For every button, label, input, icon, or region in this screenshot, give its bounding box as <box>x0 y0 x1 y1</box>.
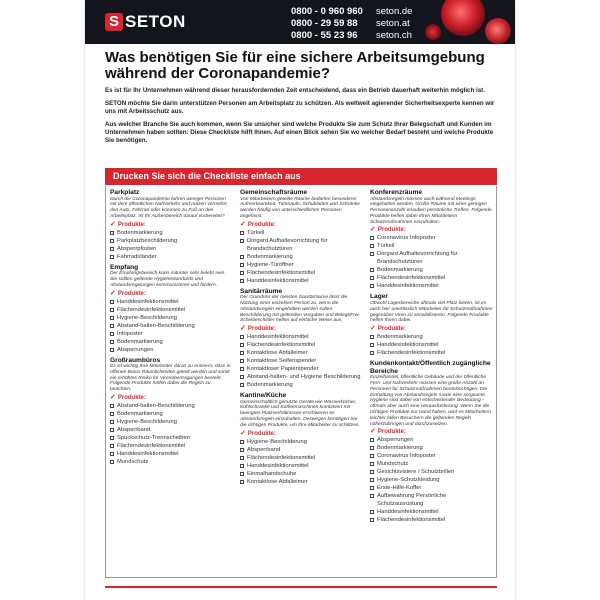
checklist-item-label: Kontaktlose Seifenspender <box>247 358 317 365</box>
checkbox-icon[interactable] <box>110 332 114 336</box>
checklist-item-label: Handdesinfektionsmittel <box>247 277 309 284</box>
checklist-item-label: Absperrpfosten <box>117 245 157 252</box>
checklist-item-label: Absperrungen <box>117 346 154 353</box>
intro-paragraph <box>105 87 497 95</box>
checklist-item-label: Handdesinfektionsmittel <box>247 462 309 469</box>
checkbox-icon[interactable] <box>370 276 374 280</box>
products-heading <box>110 394 233 402</box>
checklist-item-label: Coronavirus Infoposter <box>377 235 436 242</box>
section-description: Gemeinschaftlich genutzte Geräte wie Wasserkocher, Kühlschränke und Kaffeemaschinen kombiniert mit beengten Platzverhältnissen erschweren es Abstandsregeln einzuhalten. Deswegen benötigen Sie die richtigen Produkte, um Ihre Mitarbeiter zu schützen. <box>240 399 360 428</box>
checklist-item-label: Handdesinfektionsmittel <box>377 509 439 516</box>
checklist-item[interactable] <box>110 253 233 261</box>
checklist-item-label: Dorgard Aufhaltevorrichtung für Brandschutztüren <box>247 237 328 252</box>
checkbox-icon[interactable] <box>240 279 244 283</box>
products-label: Produkte: <box>247 326 276 333</box>
checkbox-icon[interactable] <box>240 440 244 444</box>
section-description: Einzelhandel, öffentliche Gebäude und der öffentliche Fern- und Nahverkehr müssen eine große Anzahl an Personen für Schutzmaßnahmen berücksichtigen. Die Einhaltung von Abstandsregeln sowie eine sorgsame Hygiene sind dabei von entscheidender Bedeutung – oftmals aber auch eine Herausforderung. Wenn Sie die richtigen Produkte zur Hand haben, wird es Mitarbeitern leichter fallen Besuchern die geltenden Regeln näherzubringen und durchzusetzen. <box>370 375 491 427</box>
checklist-item[interactable] <box>370 349 493 357</box>
virus-illustration-tiny <box>425 24 441 40</box>
checklist-item-label: Flächendesinfektionsmittel <box>117 306 186 313</box>
section-description: Obwohl Lagerbereiche oftmals viel Platz bieten, ist es auch hier unerlässlich Mitarbeiter für Schutzmaßnahmen gegenüber Viren zu sensibilisieren. Folgende Produkte helfen Ihnen dabei. <box>370 300 493 324</box>
section-description: Der Empfangsbereich kann mitunter sehr belebt sein. Sie sollten geltende Hygienestandards und Abstandsregelungen kommunizieren und fördern. <box>110 271 226 288</box>
checklist-item-label: Bodenmarkierung <box>247 253 293 260</box>
checklist-item[interactable] <box>240 333 363 341</box>
checkbox-icon[interactable] <box>110 239 114 243</box>
section-description: Von Mitarbeitern geteilte Räume bedürfen besonderer Aufmerksamkeit. Türknäufe, Schubladen und Schränke werden häufig von unterschiedlichen Personen angefasst. <box>240 196 360 219</box>
checklist-item[interactable] <box>110 426 233 434</box>
contact-row <box>291 30 412 42</box>
checkbox-icon[interactable] <box>370 462 374 466</box>
checkmark-icon: ✓ <box>370 325 376 333</box>
checklist-item-label: Aufbewahrung Persönliche Schutzausrüstung <box>377 493 447 508</box>
checklist-item[interactable] <box>240 349 363 357</box>
checkmark-icon: ✓ <box>240 220 246 228</box>
checkbox-icon[interactable] <box>240 343 244 347</box>
checkmark-icon: ✓ <box>240 325 246 333</box>
checklist-item-label: Flächendesinfektionsmittel <box>377 275 446 282</box>
checklist-item-label: Parkplatzbeschilderung <box>117 237 178 244</box>
products-heading <box>370 428 493 436</box>
checklist-item[interactable] <box>370 468 493 476</box>
phone-number[interactable]: 0800 - 29 59 88 <box>291 18 358 29</box>
page-title: Was benötigen Sie für eine sichere Arbeitsumgebung während der Coronapandemie? <box>105 49 485 82</box>
contact-row <box>291 18 412 30</box>
intro-paragraph-text: SETON möchte Sie darin unterstützen Personen am Arbeitsplatz zu schützen. Als weltweit agierender Sicherheitsexperte kennen wir uns mit Arbeitsschutz aus. <box>105 100 495 115</box>
website-link[interactable]: seton.ch <box>376 30 412 41</box>
checklist-item-label: Handdesinfektionsmittel <box>377 342 439 349</box>
checklist-item[interactable] <box>370 266 493 274</box>
checklist-item[interactable] <box>110 237 233 245</box>
checklist-item[interactable] <box>110 434 233 442</box>
checklist-item-label: Hygiene-Beschilderung <box>117 314 177 321</box>
section-description: Der Grundriss der meisten Sanitärräume lässt die Nutzung einer einzelnen Person zu, wenn die Abstandsregeln eingehalten werden sollen. Beschilderung mit geltenden Vorgaben und Belegt/Frei-Schiebeschilder helfen auf einfache Weise aus. <box>240 295 361 324</box>
checklist-item[interactable] <box>240 237 363 253</box>
checklist-item-label: Dorgard Aufhaltevorrichtung für Brandschutztüren <box>377 251 458 266</box>
phone-number[interactable]: 0800 - 0 960 960 <box>291 6 363 17</box>
checkbox-icon[interactable] <box>240 367 244 371</box>
checklist-item[interactable] <box>240 438 363 446</box>
checklist-item[interactable] <box>240 381 363 389</box>
checklist-item[interactable] <box>240 261 363 269</box>
checkbox-icon[interactable] <box>110 231 114 235</box>
checkbox-icon[interactable] <box>110 436 114 440</box>
checklist-item[interactable] <box>370 436 493 444</box>
checklist-item-label: Bodenmarkierung <box>247 382 293 389</box>
checklist-item[interactable] <box>110 450 233 458</box>
checkbox-icon[interactable] <box>240 351 244 355</box>
products-label: Produkte: <box>117 221 146 228</box>
products-heading <box>240 221 363 229</box>
checklist-column <box>236 186 366 577</box>
checklist-item[interactable] <box>110 229 233 237</box>
checkbox-icon[interactable] <box>370 252 374 256</box>
checklist-item[interactable] <box>110 442 233 450</box>
checklist-item-label: Handdesinfektionsmittel <box>117 298 179 305</box>
checklist-item-label: Bodenmarkierung <box>377 445 423 452</box>
checkbox-icon[interactable] <box>110 247 114 251</box>
website-link[interactable]: seton.at <box>376 18 410 29</box>
virus-illustration <box>441 0 485 36</box>
checklist-item[interactable] <box>240 462 363 470</box>
checklist-item[interactable] <box>370 274 493 282</box>
header-bar <box>85 0 515 44</box>
checklist-item[interactable] <box>240 373 363 381</box>
checklist-item[interactable] <box>110 245 233 253</box>
checklist-item-label: Handdesinfektionsmittel <box>247 334 309 341</box>
checklist-item-label: Hygiene-Türöffner <box>247 261 294 268</box>
checkbox-icon[interactable] <box>240 472 244 476</box>
checkmark-icon: ✓ <box>370 226 376 234</box>
checkbox-icon[interactable] <box>240 335 244 339</box>
checklist-item[interactable] <box>240 357 363 365</box>
checklist-item[interactable] <box>110 314 233 322</box>
section-title: Kantine/Küche <box>240 392 287 400</box>
checklist-item[interactable] <box>240 365 363 373</box>
checklist-item-label: Türkeil <box>247 229 265 236</box>
checklist-item-label: Bodenmarkierung <box>117 338 163 345</box>
checkbox-icon[interactable] <box>370 518 374 522</box>
checklist-item-label: Mundschutz <box>117 459 149 466</box>
section-title: Gemeinschaftsräume <box>240 189 308 196</box>
checklist-item[interactable] <box>240 229 363 237</box>
checklist-item[interactable] <box>240 470 363 478</box>
checklist-item[interactable] <box>110 410 233 418</box>
products-label: Produkte: <box>377 326 406 333</box>
checklist-page <box>85 0 515 600</box>
checklist-item-label: Kontaktlose Abfalleimer <box>247 478 308 485</box>
checkbox-icon[interactable] <box>110 444 114 448</box>
checklist-item-label: Handdesinfektionsmittel <box>117 451 179 458</box>
checklist-item-label: Fahrradständer <box>117 253 157 260</box>
checklist-item[interactable] <box>370 508 493 516</box>
checklist-columns <box>105 186 497 578</box>
checklist-item-label: Gesichtsvisiere / Schutzbrillen <box>377 469 455 476</box>
checklist-item-label: Bodenmarkierung <box>377 334 423 341</box>
checklist-item[interactable] <box>370 476 493 484</box>
checklist-item-label: Erste-Hilfe-Koffer <box>377 485 422 492</box>
website-link[interactable]: seton.de <box>376 6 413 17</box>
section-title: Empfang <box>110 263 139 271</box>
checklist-item[interactable] <box>240 253 363 261</box>
checklist-item[interactable] <box>110 338 233 346</box>
checklist-item-label: Coronavirus Infoposter <box>377 453 436 460</box>
checklist-item-label: Kontaktlose Abfalleimer <box>247 350 308 357</box>
checklist-item-label: Bodenmarkierung <box>377 267 423 274</box>
products-heading <box>370 226 493 234</box>
checkbox-icon[interactable] <box>370 335 374 339</box>
checkbox-icon[interactable] <box>370 478 374 482</box>
checkbox-icon[interactable] <box>240 448 244 452</box>
checklist-column <box>106 186 236 577</box>
checkbox-icon[interactable] <box>110 340 114 344</box>
checkbox-icon[interactable] <box>370 494 374 498</box>
checkbox-icon[interactable] <box>370 470 374 474</box>
intro-content <box>105 50 497 145</box>
checkmark-icon: ✓ <box>110 289 116 297</box>
checklist-item-label: Bodenmarkierung <box>117 411 163 418</box>
checkbox-icon[interactable] <box>370 351 374 355</box>
checklist-item-label: Handdesinfektionsmittel <box>377 283 439 290</box>
products-label: Produkte: <box>117 290 146 297</box>
checkbox-icon[interactable] <box>370 510 374 514</box>
checklist-item[interactable] <box>240 341 363 349</box>
checkbox-icon[interactable] <box>240 375 244 379</box>
checklist-item[interactable] <box>370 234 493 242</box>
phone-number[interactable]: 0800 - 55 23 96 <box>291 30 358 41</box>
checklist-item-label: Absperrband <box>247 446 281 453</box>
checkbox-icon[interactable] <box>370 236 374 240</box>
section-title: Sanitärräume <box>240 287 283 295</box>
section-title: Lager <box>370 293 388 301</box>
checklist-item-label: Abstand-halten-Beschilderung <box>117 403 195 410</box>
checklist-item-label: Hygiene-Schutzkleidung <box>377 477 440 484</box>
checklist-item[interactable] <box>240 454 363 462</box>
checklist-item[interactable] <box>110 322 233 330</box>
checkbox-icon[interactable] <box>370 244 374 248</box>
checkbox-icon[interactable] <box>370 486 374 490</box>
checklist-item-label: Abstand-halten-Beschilderung <box>117 322 195 329</box>
checklist-banner: Drucken Sie sich die Checkliste einfach aus <box>105 168 497 185</box>
section-description: Durch die Coronapandemie fahren weniger Personen mit dem öffentlichen Nahverkehr und nutzen vermehrt den Auto, Fahrrad oder kommen zu Fuß an den Arbeitsplatz. Ist Ihr Außenbereich darauf vorbereitet? <box>110 196 227 219</box>
checklist-item-label: Hygiene-Beschilderung <box>247 438 307 445</box>
section-title: Parkplatz <box>110 189 140 196</box>
checkbox-icon[interactable] <box>240 231 244 235</box>
checklist-item[interactable] <box>370 452 493 460</box>
checklist-item[interactable] <box>370 341 493 349</box>
checkbox-icon[interactable] <box>370 454 374 458</box>
checkbox-icon[interactable] <box>240 383 244 387</box>
checklist-item[interactable] <box>110 418 233 426</box>
products-label: Produkte: <box>377 429 406 436</box>
checklist-item[interactable] <box>240 478 363 486</box>
checkbox-icon[interactable] <box>370 284 374 288</box>
products-label: Produkte: <box>117 395 146 402</box>
products-label: Produkte: <box>247 221 276 228</box>
checklist-item[interactable] <box>110 298 233 306</box>
checkbox-icon[interactable] <box>370 343 374 347</box>
checkbox-icon[interactable] <box>110 348 114 352</box>
checklist-item[interactable] <box>370 444 493 452</box>
checkbox-icon[interactable] <box>110 412 114 416</box>
checklist-item-label: Flächendesinfektionsmittel <box>377 350 446 357</box>
checklist-item-label: Einmalhandschuhe <box>247 470 297 477</box>
products-heading <box>110 221 233 229</box>
checklist-item-label: Abstand-halten- und Hygiene Beschilderung <box>247 374 361 381</box>
products-label: Produkte: <box>377 227 406 234</box>
seton-logo-mark: S <box>105 13 123 31</box>
products-label: Produkte: <box>247 430 276 437</box>
checkbox-icon[interactable] <box>110 460 114 464</box>
products-heading <box>110 290 233 298</box>
checklist-item[interactable] <box>370 460 493 468</box>
checkbox-icon[interactable] <box>110 452 114 456</box>
checkbox-icon[interactable] <box>110 300 114 304</box>
checklist-item[interactable] <box>370 484 493 492</box>
checklist-item[interactable] <box>110 402 233 410</box>
checkbox-icon[interactable] <box>110 255 114 259</box>
checklist-item-label: Türkeil <box>377 243 395 250</box>
checklist-item-label: Mundschutz <box>377 461 409 468</box>
checkbox-icon[interactable] <box>110 308 114 312</box>
checklist-item-label: Absperrungen <box>377 437 414 444</box>
checklist-item-label: Flächendesinfektionsmittel <box>247 342 316 349</box>
checkbox-icon[interactable] <box>370 438 374 442</box>
checkbox-icon[interactable] <box>110 404 114 408</box>
checklist-item[interactable] <box>110 346 233 354</box>
checklist-column <box>366 186 496 577</box>
intro-paragraph <box>105 100 497 116</box>
checklist-item-label: Bodenmarkierung <box>117 229 163 236</box>
checkmark-icon: ✓ <box>370 428 376 436</box>
checkbox-icon[interactable] <box>110 420 114 424</box>
checklist-item-label: Infoposter <box>117 330 143 337</box>
checkbox-icon[interactable] <box>110 428 114 432</box>
checkbox-icon[interactable] <box>240 456 244 460</box>
checkbox-icon[interactable] <box>110 316 114 320</box>
bottom-rule <box>105 586 497 588</box>
checkbox-icon[interactable] <box>240 480 244 484</box>
checklist-item-label: Absperrband <box>117 427 151 434</box>
section-title: Konferenzräume <box>370 189 423 196</box>
checklist-item[interactable] <box>370 242 493 250</box>
checkbox-icon[interactable] <box>240 263 244 267</box>
checklist-item[interactable] <box>110 306 233 314</box>
intro-paragraph-text: Aus welcher Branche Sie auch kommen, wenn Sie unsicher sind welche Produkte Sie zum Schutz Ihrer Belegschaft und Kunden im Unternehmen haben sollten: Diese Checkliste hilft Ihnen. Auf einen Blick sehen Sie wo welcher Bedarf besteht und welche Produkte Sie benötigen. <box>105 121 494 144</box>
checkbox-icon[interactable] <box>240 255 244 259</box>
checkbox-icon[interactable] <box>110 324 114 328</box>
checklist-item[interactable] <box>110 330 233 338</box>
checklist-item-label: Flächendesinfektionsmittel <box>247 454 316 461</box>
section-description: Abstandsregeln müssen auch während Meetings eingehalten werden. Große Räume mit einer geringen Personenanzahl erlauben persönliche Treffen. Folgende Produkte helfen dabei Ihren Mitarbeitern Schutzmaßnahmen einzuhalten. <box>370 196 492 225</box>
checkmark-icon: ✓ <box>110 394 116 402</box>
section-title: Kundenkontakt/Öffentlich zugängliche Bereiche <box>370 360 491 375</box>
checklist-item[interactable] <box>240 269 363 277</box>
seton-logo[interactable] <box>105 12 186 32</box>
checkbox-icon[interactable] <box>240 359 244 363</box>
products-heading <box>240 430 363 438</box>
virus-illustration-small <box>485 18 511 44</box>
checklist-item-label: Kontaktloser Papierspender <box>247 366 319 373</box>
checkmark-icon: ✓ <box>110 220 116 228</box>
intro-paragraph-text: Es ist für Ihr Unternehmen während dieser herausfordernden Zeit entscheidend, dass ein Betrieb dauerhaft weiterhin möglich ist. <box>105 87 485 94</box>
checkbox-icon[interactable] <box>240 464 244 468</box>
checklist-item[interactable] <box>370 333 493 341</box>
checkbox-icon[interactable] <box>370 446 374 450</box>
checklist-item[interactable] <box>240 277 363 285</box>
section-title: Großraumbüros <box>110 356 161 364</box>
checklist-item[interactable] <box>240 446 363 454</box>
checklist-item-label: Spuckschutz-Trennscheiben <box>117 435 190 442</box>
checkmark-icon: ✓ <box>240 429 246 437</box>
checklist-item-label: Flächendesinfektionsmittel <box>117 443 186 450</box>
checkbox-icon[interactable] <box>240 239 244 243</box>
checklist-item[interactable] <box>370 250 493 266</box>
checklist-item[interactable] <box>370 492 493 508</box>
checkbox-icon[interactable] <box>240 271 244 275</box>
checklist-item-label: Flächendesinfektionsmittel <box>247 269 316 276</box>
checklist-item-label: Flächendesinfektionsmittel <box>377 517 446 524</box>
checklist-item[interactable] <box>370 516 493 524</box>
checkbox-icon[interactable] <box>370 268 374 272</box>
section-description: Es ist wichtig Ihre Mitarbeiter daran zu erinnern, dass in offenen Büros Räumlichkeiten geteilt werden und somit ein erhöhtes Risiko für Virenübertragungen besteht. Folgende Produkte helfen dabei die Regeln zu beachten. <box>110 364 231 393</box>
checklist-item-label: Hygiene-Beschilderung <box>117 419 177 426</box>
checklist-item[interactable] <box>110 458 233 466</box>
seton-logo-text: SETON <box>125 12 186 31</box>
products-heading <box>240 325 363 333</box>
checklist-item[interactable] <box>370 282 493 290</box>
contact-row <box>291 6 412 18</box>
contact-list <box>291 6 412 42</box>
products-heading <box>370 325 493 333</box>
intro-paragraph <box>105 121 497 145</box>
